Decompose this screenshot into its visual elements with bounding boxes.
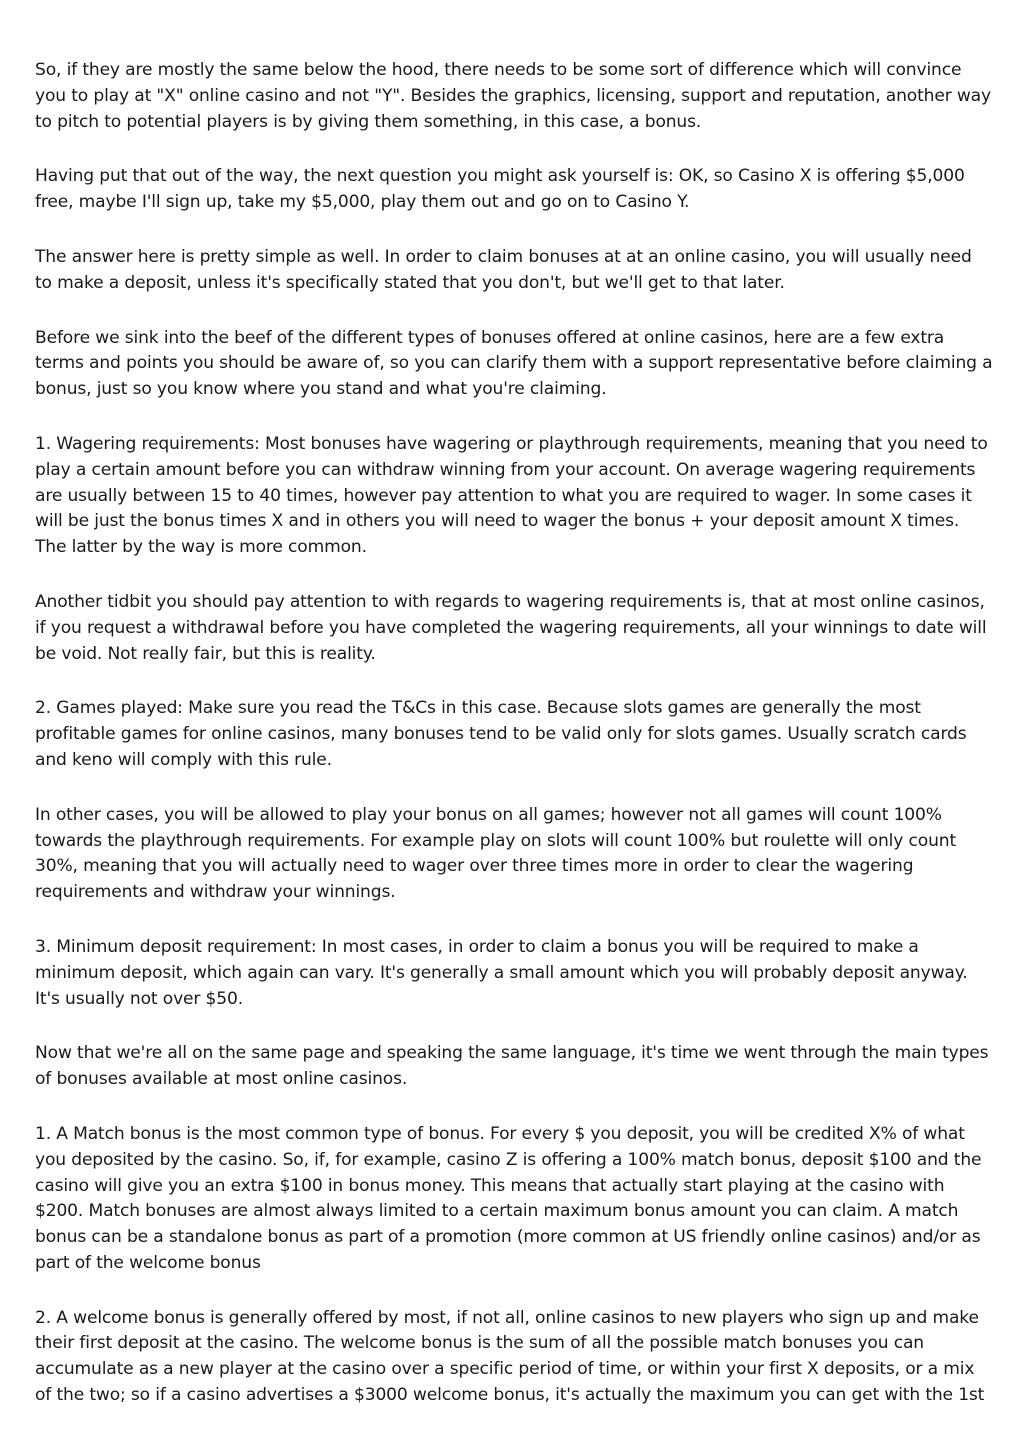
paragraph-11: 1. A Match bonus is the most common type of bonus. For every $ you deposit, you will be credited X% of what you deposited by the casino. So, if, for example, casino Z is offering a 100% match bonus, deposit $100 and the casino will give you an extra $100 in bonus money. This means that actually start playing at the casino with $200. Match bonuses are almost always limited to a certain maximum bonus amount you can claim. A match bonus can be a standalone bonus as part of a promotion (more common at US friendly online casinos) and/or as part of the welcome bonus (35, 1123, 982, 1273)
paragraph-8: In other cases, you will be allowed to play your bonus on all games; however not all games will count 100% towards the playthrough requirements. For example play on slots will count 100% but roulette will only count 30%, meaning that you will actually need to wager over three times more in order to clear the wagering requirements and withdraw your winnings. (35, 804, 957, 903)
paragraph-12: 2. A welcome bonus is generally offered by most, if not all, online casinos to new players who sign up and make their first deposit at the casino. The welcome bonus is the sum of all the possible match bonuses you can accumulate as a new player at the casino over a specific period of time, or within your first X deposits, or a mix of the two; so if a casino advertises a $3000 welcome bonus, it's actually the maximum you can get with the 1st (35, 1307, 985, 1406)
paragraph-7: 2. Games played: Make sure you read the T&Cs in this case. Because slots games are generally the most profitable games for online casinos, many bonuses tend to be valid only for slots games. Usually scratch cards and keno will comply with this rule. (35, 698, 967, 770)
paragraph-6: Another tidbit you should pay attention to with regards to wagering requirements is, that at most online casinos, if you request a withdrawal before you have completed the wagering requirements, all your winnings to date will be void. Not really fair, but this is reality. (35, 591, 987, 664)
paragraph-1: So, if they are mostly the same below the hood, there needs to be some sort of difference which will convince you to play at "X" online casino and not "Y". Besides the graphics, licensing, support and reputation, another way to pitch to potential players is by giving them something, in this case, a bonus. (35, 60, 991, 132)
document-body (35, 58, 993, 1438)
paragraph-2: Having put that out of the way, the next question you might ask yourself is: OK, so Casino X is offering $5,000 free, maybe I'll sign up, take my $5,000, play them out and go on to Casino Y. (35, 166, 965, 213)
paragraph-10: Now that we're all on the same page and speaking the same language, it's time we went through the main types of bonuses available at most online casinos. (35, 1043, 989, 1090)
paragraph-3: The answer here is pretty simple as well. In order to claim bonuses at at an online casino, you will usually need to make a deposit, unless it's specifically stated that you don't, but we'll get to that later. (35, 246, 972, 293)
paragraph-9: 3. Minimum deposit requirement: In most cases, in order to claim a bonus you will be required to make a minimum deposit, which again can vary. It's generally a small amount which you will probably deposit anyway. It's usually not over $50. (35, 936, 968, 1009)
paragraph-4: Before we sink into the beef of the different types of bonuses offered at online casinos, here are a few extra terms and points you should be aware of, so you can clarify them with a support representative before claiming a bonus, just so you know where you stand and what you're claiming. (35, 327, 993, 400)
paragraph-5: 1. Wagering requirements: Most bonuses have wagering or playthrough requirements, meaning that you need to play a certain amount before you can withdraw winning from your account. On average wagering requirements are usually between 15 to 40 times, however pay attention to what you are required to wager. In some cases it will be just the bonus times X and in others you will need to wager the bonus + your deposit amount X times. The latter by the way is more common. (35, 433, 988, 558)
